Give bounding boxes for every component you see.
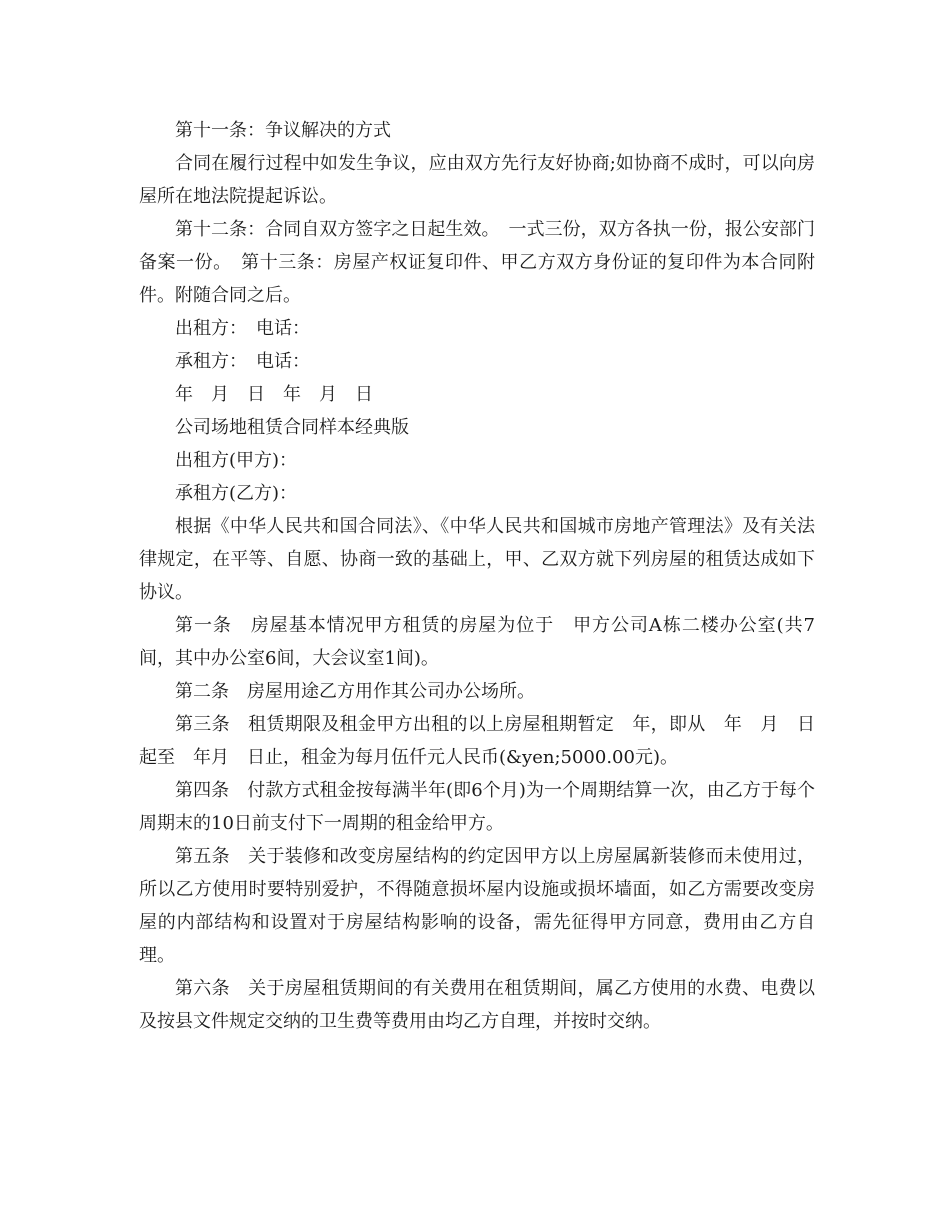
article-5-paragraph: 第五条 关于装修和改变房屋结构的约定因甲方以上房屋属新装修而未使用过，所以乙方使用时要特别爱护，不得随意损坏屋内设施或损坏墙面，如乙方需要改变房屋的内部结构和设置对于房屋结构影响的设备，需先征得甲方同意，费用由乙方自理。 xyxy=(139,846,815,966)
article-6-paragraph: 第六条 关于房屋租赁期间的有关费用在租赁期间，属乙方使用的水费、电费以及按县文件规定交纳的卫生费等费用由均乙方自理，并按时交纳。 xyxy=(139,978,815,1032)
clause-11-title: 第十一条：争议解决的方式 xyxy=(175,120,391,141)
preamble-paragraph: 根据《中华人民共和国合同法》、《中华人民共和国城市房地产管理法》及有关法律规定，在平等、自愿、协商一致的基础上，甲、乙双方就下列房屋的租赁达成如下协议。 xyxy=(139,516,815,603)
date-line: 年 月 日 年 月 日 xyxy=(175,384,373,405)
article-2-paragraph: 第二条 房屋用途乙方用作其公司办公场所。 xyxy=(175,681,535,702)
clause-12-13-paragraph: 第十二条：合同自双方签字之日起生效。 一式三份，双方各执一份，报公安部门备案一份。 第十三条：房屋产权证复印件、甲乙方双方身份证的复印件为本合同附件。附随合同之后。 xyxy=(139,219,815,306)
party-a-line: 出租方(甲方)： xyxy=(175,450,298,471)
article-4-paragraph: 第四条 付款方式租金按每满半年(即6个月)为一个周期结算一次，由乙方于每个周期末的10日前支付下一周期的租金给甲方。 xyxy=(139,780,815,834)
article-1-paragraph: 第一条 房屋基本情况甲方租赁的房屋为位于 甲方公司A栋二楼办公室(共7间，其中办公室6间，大会议室1间)。 xyxy=(139,615,815,669)
party-b-line: 承租方(乙方)： xyxy=(175,483,298,504)
article-3-paragraph: 第三条 租赁期限及租金甲方出租的以上房屋租期暂定 年，即从 年 月 日起至 年月 日止，租金为每月伍仟元人民币(&yen;5000.00元)。 xyxy=(139,714,815,768)
document-body xyxy=(139,114,815,1038)
lessee-signature-line: 承租方： 电话： xyxy=(175,351,310,372)
contract-title: 公司场地租赁合同样本经典版 xyxy=(175,417,409,438)
dispute-resolution-paragraph: 合同在履行过程中如发生争议，应由双方先行友好协商;如协商不成时，可以向房屋所在地法院提起诉讼。 xyxy=(139,153,815,207)
lessor-signature-line: 出租方： 电话： xyxy=(175,318,310,339)
